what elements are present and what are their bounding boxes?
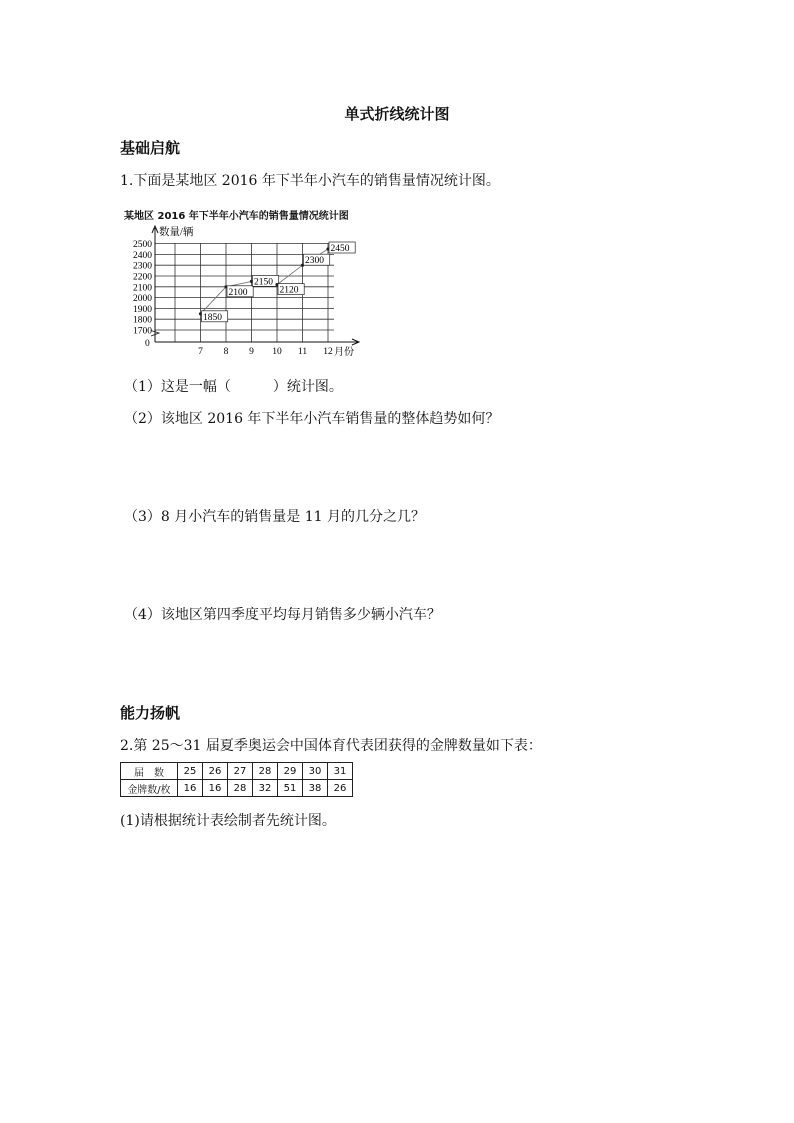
x-tick-label: 8: [223, 347, 229, 357]
q1-sub-4: （4）该地区第四季度平均每月销售多少辆小汽车？: [124, 607, 441, 623]
table-cell: 29: [278, 763, 303, 780]
table-cell: 27: [228, 763, 253, 780]
table-cell: 30: [303, 763, 328, 780]
table-cell: 16: [178, 780, 203, 797]
data-label: 2100: [228, 287, 248, 298]
q2-sub-1: (1)请根据统计表绘制者先统计图。: [120, 813, 336, 829]
y-tick-label: 2400: [133, 250, 152, 261]
table-cell: 26: [203, 763, 228, 780]
y-tick-label: 2000: [133, 294, 152, 305]
q1-sub-3: （3）8 月小汽车的销售量是 11 月的几分之几？: [124, 509, 425, 525]
table-cell: 51: [278, 780, 303, 797]
table-cell: 28: [253, 763, 278, 780]
y-tick-label: 1800: [133, 315, 152, 326]
data-label: 1850: [203, 312, 222, 323]
sales-line-chart: [118, 222, 368, 362]
section-heading-basic: 基础启航: [120, 139, 181, 157]
y-tick-label: 2200: [133, 272, 152, 283]
y-tick-label: 1700: [133, 326, 152, 337]
table-cell: 金牌数/枚: [121, 780, 178, 797]
y-axis-label: 数量/辆: [159, 227, 194, 238]
data-label: 2150: [254, 277, 273, 288]
table-cell: 31: [328, 763, 353, 780]
table-cell: 25: [178, 763, 203, 780]
data-label: 2300: [305, 256, 324, 267]
page-title: 单式折线统计图: [344, 105, 450, 123]
y-tick-label: 2300: [133, 261, 152, 272]
data-label: 2450: [330, 244, 350, 254]
x-tick-label: 12: [323, 347, 333, 357]
y-tick-label: 2100: [133, 283, 152, 294]
x-tick-label: 9: [249, 347, 254, 357]
q1-sub-1: （1）这是一幅（ ）统计图。: [124, 379, 343, 395]
x-tick-label: 11: [297, 347, 308, 357]
y-tick-label: 2500: [133, 240, 152, 251]
table-cell: 28: [228, 780, 253, 797]
section-heading-advanced: 能力扬帆: [120, 704, 181, 722]
x-axis-label: 月份: [334, 347, 354, 358]
data-label: 2120: [279, 285, 299, 296]
table-cell: 38: [303, 780, 328, 797]
chart-title: 某地区 2016 年下半年小汽车的销售量情况统计图: [124, 211, 349, 222]
question-2-text: 2.第 25～31 届夏季奥运会中国体育代表团获得的金牌数量如下表：: [120, 738, 542, 754]
x-tick-label: 7: [198, 347, 203, 357]
table-cell: 32: [253, 780, 278, 797]
origin-label: 0: [145, 339, 150, 349]
q1-sub-2: （2）该地区 2016 年下半年小汽车销售量的整体趋势如何？: [124, 411, 500, 427]
table-cell: 届 数: [121, 763, 178, 780]
table-cell: 16: [203, 780, 228, 797]
table-cell: 26: [328, 780, 353, 797]
table-row: [121, 763, 353, 780]
x-tick-label: 10: [272, 347, 282, 357]
question-1-text: 1.下面是某地区 2016 年下半年小汽车的销售量情况统计图。: [120, 173, 500, 189]
y-tick-label: 1900: [133, 304, 152, 315]
table-row: [121, 780, 353, 797]
medal-table: [120, 762, 353, 797]
